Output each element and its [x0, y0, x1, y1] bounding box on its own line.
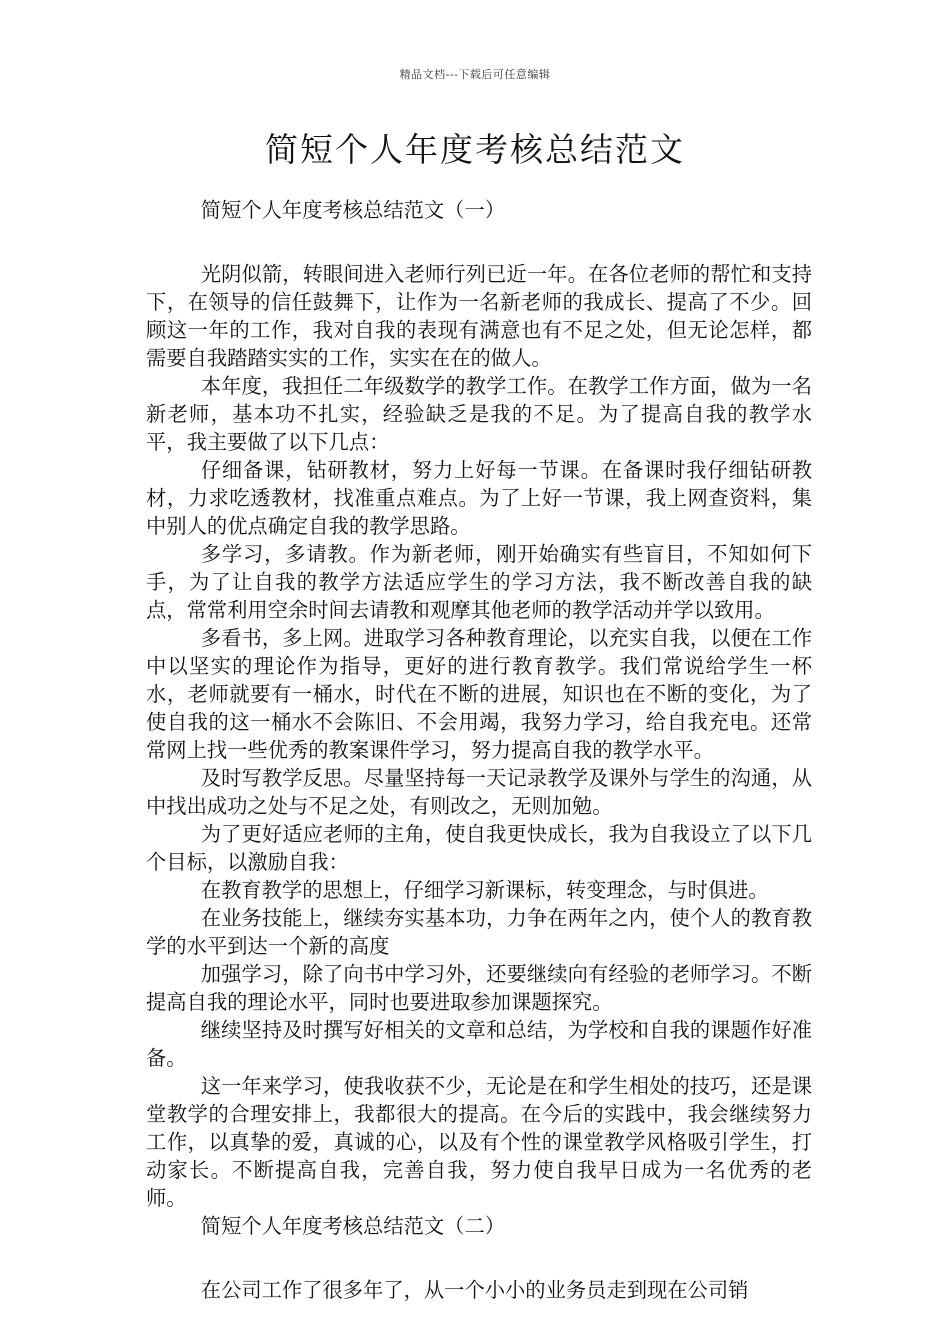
paragraph: 多学习，多请教。作为新老师，刚开始确实有些盲目，不知如何下手，为了让自我的教学方法适应学生的学习方法，我不断改善自我的缺点，常常利用空余时间去请教和观摩其他老师的教学活动并学以致用。	[146, 542, 812, 622]
section-heading: 简短个人年度考核总结范文（一）	[200, 198, 506, 222]
paragraph: 在公司工作了很多年了，从一个小小的业务员走到现在公司销	[200, 1278, 749, 1302]
paragraph: 在业务技能上，继续夯实基本功，力争在两年之内，使个人的教育教学的水平到达一个新的高度	[146, 906, 812, 958]
paragraph: 多看书，多上网。进取学习各种教育理论，以充实自我，以便在工作中以坚实的理论作为指导，更好的进行教育教学。我们常说给学生一杯水，老师就要有一桶水，时代在不断的进展，知识也在不断的变化，为了使自我的这一桶水不会陈旧、不会用竭，我努力学习，给自我充电。还常常网上找一些优秀的教案课件学习，努力提高自我的教学水平。	[146, 626, 812, 762]
paragraph: 仔细备课，钻研教材，努力上好每一节课。在备课时我仔细钻研教材，力求吃透教材，找准重点难点。为了上好一节课，我上网查资料，集中别人的优点确定自我的教学思路。	[146, 458, 812, 538]
page-title: 简短个人年度考核总结范文	[265, 130, 685, 169]
paragraph: 这一年来学习，使我收获不少，无论是在和学生相处的技巧，还是课堂教学的合理安排上，我都很大的提高。在今后的实践中，我会继续努力工作，以真挚的爱，真诚的心，以及有个性的课堂教学风格吸引学生，打动家长。不断提高自我，完善自我，努力使自我早日成为一名优秀的老师。	[146, 1074, 812, 1210]
paragraph: 继续坚持及时撰写好相关的文章和总结，为学校和自我的课题作好准备。	[146, 1018, 812, 1070]
paragraph: 及时写教学反思。尽量坚持每一天记录教学及课外与学生的沟通，从中找出成功之处与不足之处，有则改之，无则加勉。	[146, 766, 812, 818]
paragraph: 光阴似箭，转眼间进入老师行列已近一年。在各位老师的帮忙和支持下，在领导的信任鼓舞下，让作为一名新老师的我成长、提高了不少。回顾这一年的工作，我对自我的表现有满意也有不足之处，但无论怎样，都需要自我踏踏实实的工作，实实在在的做人。	[146, 262, 812, 370]
paragraph: 为了更好适应老师的主角，使自我更快成长，我为自我设立了以下几个目标，以激励自我：	[146, 822, 812, 874]
section-heading: 简短个人年度考核总结范文（二）	[200, 1214, 506, 1238]
paragraph: 加强学习，除了向书中学习外，还要继续向有经验的老师学习。不断提高自我的理论水平，同时也要进取参加课题探究。	[146, 962, 812, 1014]
paragraph: 本年度，我担任二年级数学的教学工作。在教学工作方面，做为一名新老师，基本功不扎实，经验缺乏是我的不足。为了提高自我的教学水平，我主要做了以下几点：	[146, 374, 812, 454]
paragraph: 在教育教学的思想上，仔细学习新课标，转变理念，与时俱进。	[200, 878, 769, 902]
header-note: 精品文档---下载后可任意编辑	[399, 68, 551, 81]
document-body	[146, 196, 812, 1304]
